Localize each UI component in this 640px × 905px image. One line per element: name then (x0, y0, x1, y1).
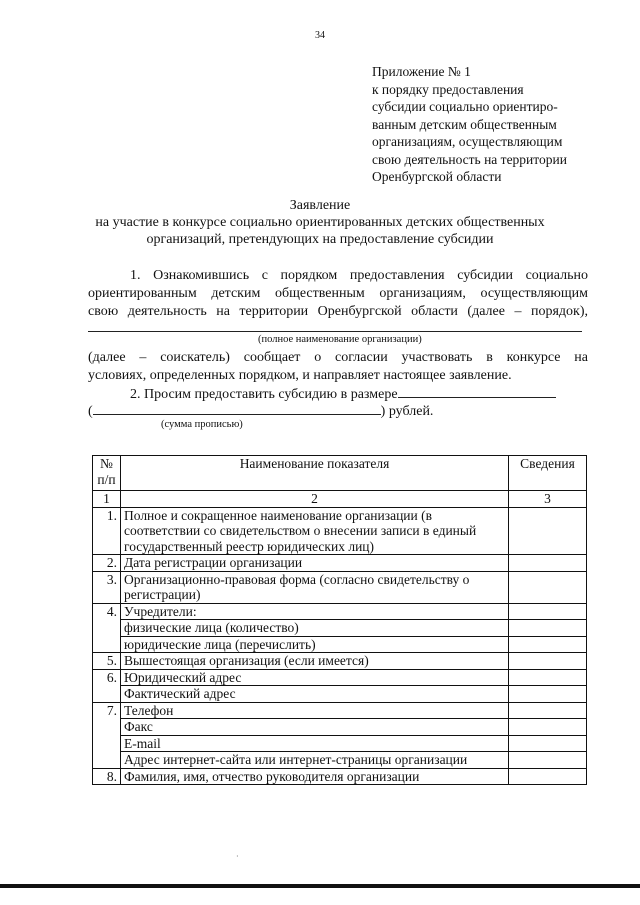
row-indicator-name: E-mail (121, 735, 509, 752)
row-info-cell[interactable] (509, 636, 587, 653)
organization-name-caption: (полное наименование организации) (258, 334, 422, 345)
table-row (93, 636, 587, 653)
table-row (93, 571, 587, 603)
table-row (93, 555, 587, 572)
row-indicator-name: Фактический адрес (121, 686, 509, 703)
page-bottom-edge (0, 884, 640, 888)
row-info-cell[interactable] (509, 669, 587, 686)
row-indicator-name: Адрес интернет-сайта или интернет-страницы организации (121, 752, 509, 769)
row-info-cell[interactable] (509, 507, 587, 555)
paragraph-1-line: условиях, определенных порядком, и направляет настоящее заявление. (88, 368, 512, 383)
paragraph-1-line: 1. Ознакомившись с порядком предоставления субсидии социально (130, 268, 588, 283)
index-cell: 1 (93, 491, 121, 508)
row-info-cell[interactable] (509, 735, 587, 752)
table-header-row (93, 456, 587, 491)
header-information: Сведения (509, 456, 587, 491)
table-row (93, 669, 587, 686)
row-indicator-name: физические лица (количество) (121, 620, 509, 637)
organization-name-field[interactable] (88, 331, 582, 332)
row-indicator-name: Телефон (121, 702, 509, 719)
table-row (93, 603, 587, 620)
row-number: 3. (93, 571, 121, 603)
title-line: на участие в конкурсе социально ориентированных детских общественных (95, 215, 545, 230)
header-indicator-name: Наименование показателя (121, 456, 509, 491)
rubles-text: ) рублей. (380, 404, 434, 419)
row-number: 7. (93, 702, 121, 768)
subsidy-amount-words-field[interactable] (93, 401, 381, 415)
table-row (93, 702, 587, 719)
appendix-line: к порядку предоставления (372, 81, 524, 97)
table-index-row (93, 491, 587, 508)
row-indicator-name: Фамилия, имя, отчество руководителя организации (121, 768, 509, 785)
indicators-table (92, 455, 587, 785)
table-row (93, 507, 587, 555)
row-indicator-name: Вышестоящая организация (если имеется) (121, 653, 509, 670)
table-row (93, 719, 587, 736)
paragraph-1-line: свою деятельность на территории Оренбургской области (далее – порядок), (88, 304, 588, 319)
row-number: 8. (93, 768, 121, 785)
paragraph-2-line (88, 401, 588, 421)
table-row (93, 752, 587, 769)
row-number: 1. (93, 507, 121, 555)
row-info-cell[interactable] (509, 555, 587, 572)
row-indicator-name: Юридический адрес (121, 669, 509, 686)
row-indicator-name: Организационно-правовая форма (согласно свидетельству о регистрации) (121, 571, 509, 603)
row-info-cell[interactable] (509, 686, 587, 703)
header-number: № п/п (93, 456, 121, 491)
appendix-line: Оренбургской области (372, 169, 502, 184)
title-line: организаций, претендующих на предоставление субсидии (146, 232, 494, 247)
table-row (93, 653, 587, 670)
table-row (93, 735, 587, 752)
page-number: 34 (315, 30, 325, 41)
paragraph-1-line: ориентированным детским общественным организациям, осуществляющим (88, 286, 588, 301)
table-row (93, 620, 587, 637)
row-indicator-name: Полное и сокращенное наименование организации (в соответствии со свидетельством о внесении записи в единый государственный реестр юридических лиц) (121, 507, 509, 555)
document-title (40, 197, 600, 248)
index-cell: 2 (121, 491, 509, 508)
row-info-cell[interactable] (509, 571, 587, 603)
row-number: 5. (93, 653, 121, 670)
row-indicator-name: Дата регистрации организации (121, 555, 509, 572)
row-number: 2. (93, 555, 121, 572)
appendix-line: свою деятельность на территории (372, 151, 567, 167)
row-info-cell[interactable] (509, 702, 587, 719)
title-heading: Заявление (289, 198, 351, 213)
appendix-block (372, 63, 602, 186)
row-info-cell[interactable] (509, 620, 587, 637)
table-row (93, 686, 587, 703)
row-info-cell[interactable] (509, 719, 587, 736)
scan-speck: · (236, 852, 239, 861)
appendix-line: субсидии социально ориентиро- (372, 99, 558, 114)
appendix-line: ванным детским общественным (372, 116, 557, 132)
row-indicator-name: Факс (121, 719, 509, 736)
row-info-cell[interactable] (509, 653, 587, 670)
open-parenthesis: ( (88, 404, 93, 419)
sum-in-words-caption: (сумма прописью) (161, 419, 243, 430)
index-cell: 3 (509, 491, 587, 508)
row-number: 4. (93, 603, 121, 653)
appendix-line: организациям, осуществляющим (372, 134, 563, 149)
subsidy-request-text: 2. Просим предоставить субсидию в размере (130, 387, 398, 402)
row-info-cell[interactable] (509, 603, 587, 620)
row-indicator-name: Учредители: (121, 603, 509, 620)
row-info-cell[interactable] (509, 752, 587, 769)
row-info-cell[interactable] (509, 768, 587, 785)
row-indicator-name: юридические лица (перечислить) (121, 636, 509, 653)
table-row (93, 768, 587, 785)
subsidy-amount-field[interactable] (398, 384, 556, 398)
paragraph-1-line: (далее – соискатель) сообщает о согласии участвовать в конкурсе на (88, 350, 588, 365)
appendix-line: Приложение № 1 (372, 64, 471, 79)
row-number: 6. (93, 669, 121, 702)
